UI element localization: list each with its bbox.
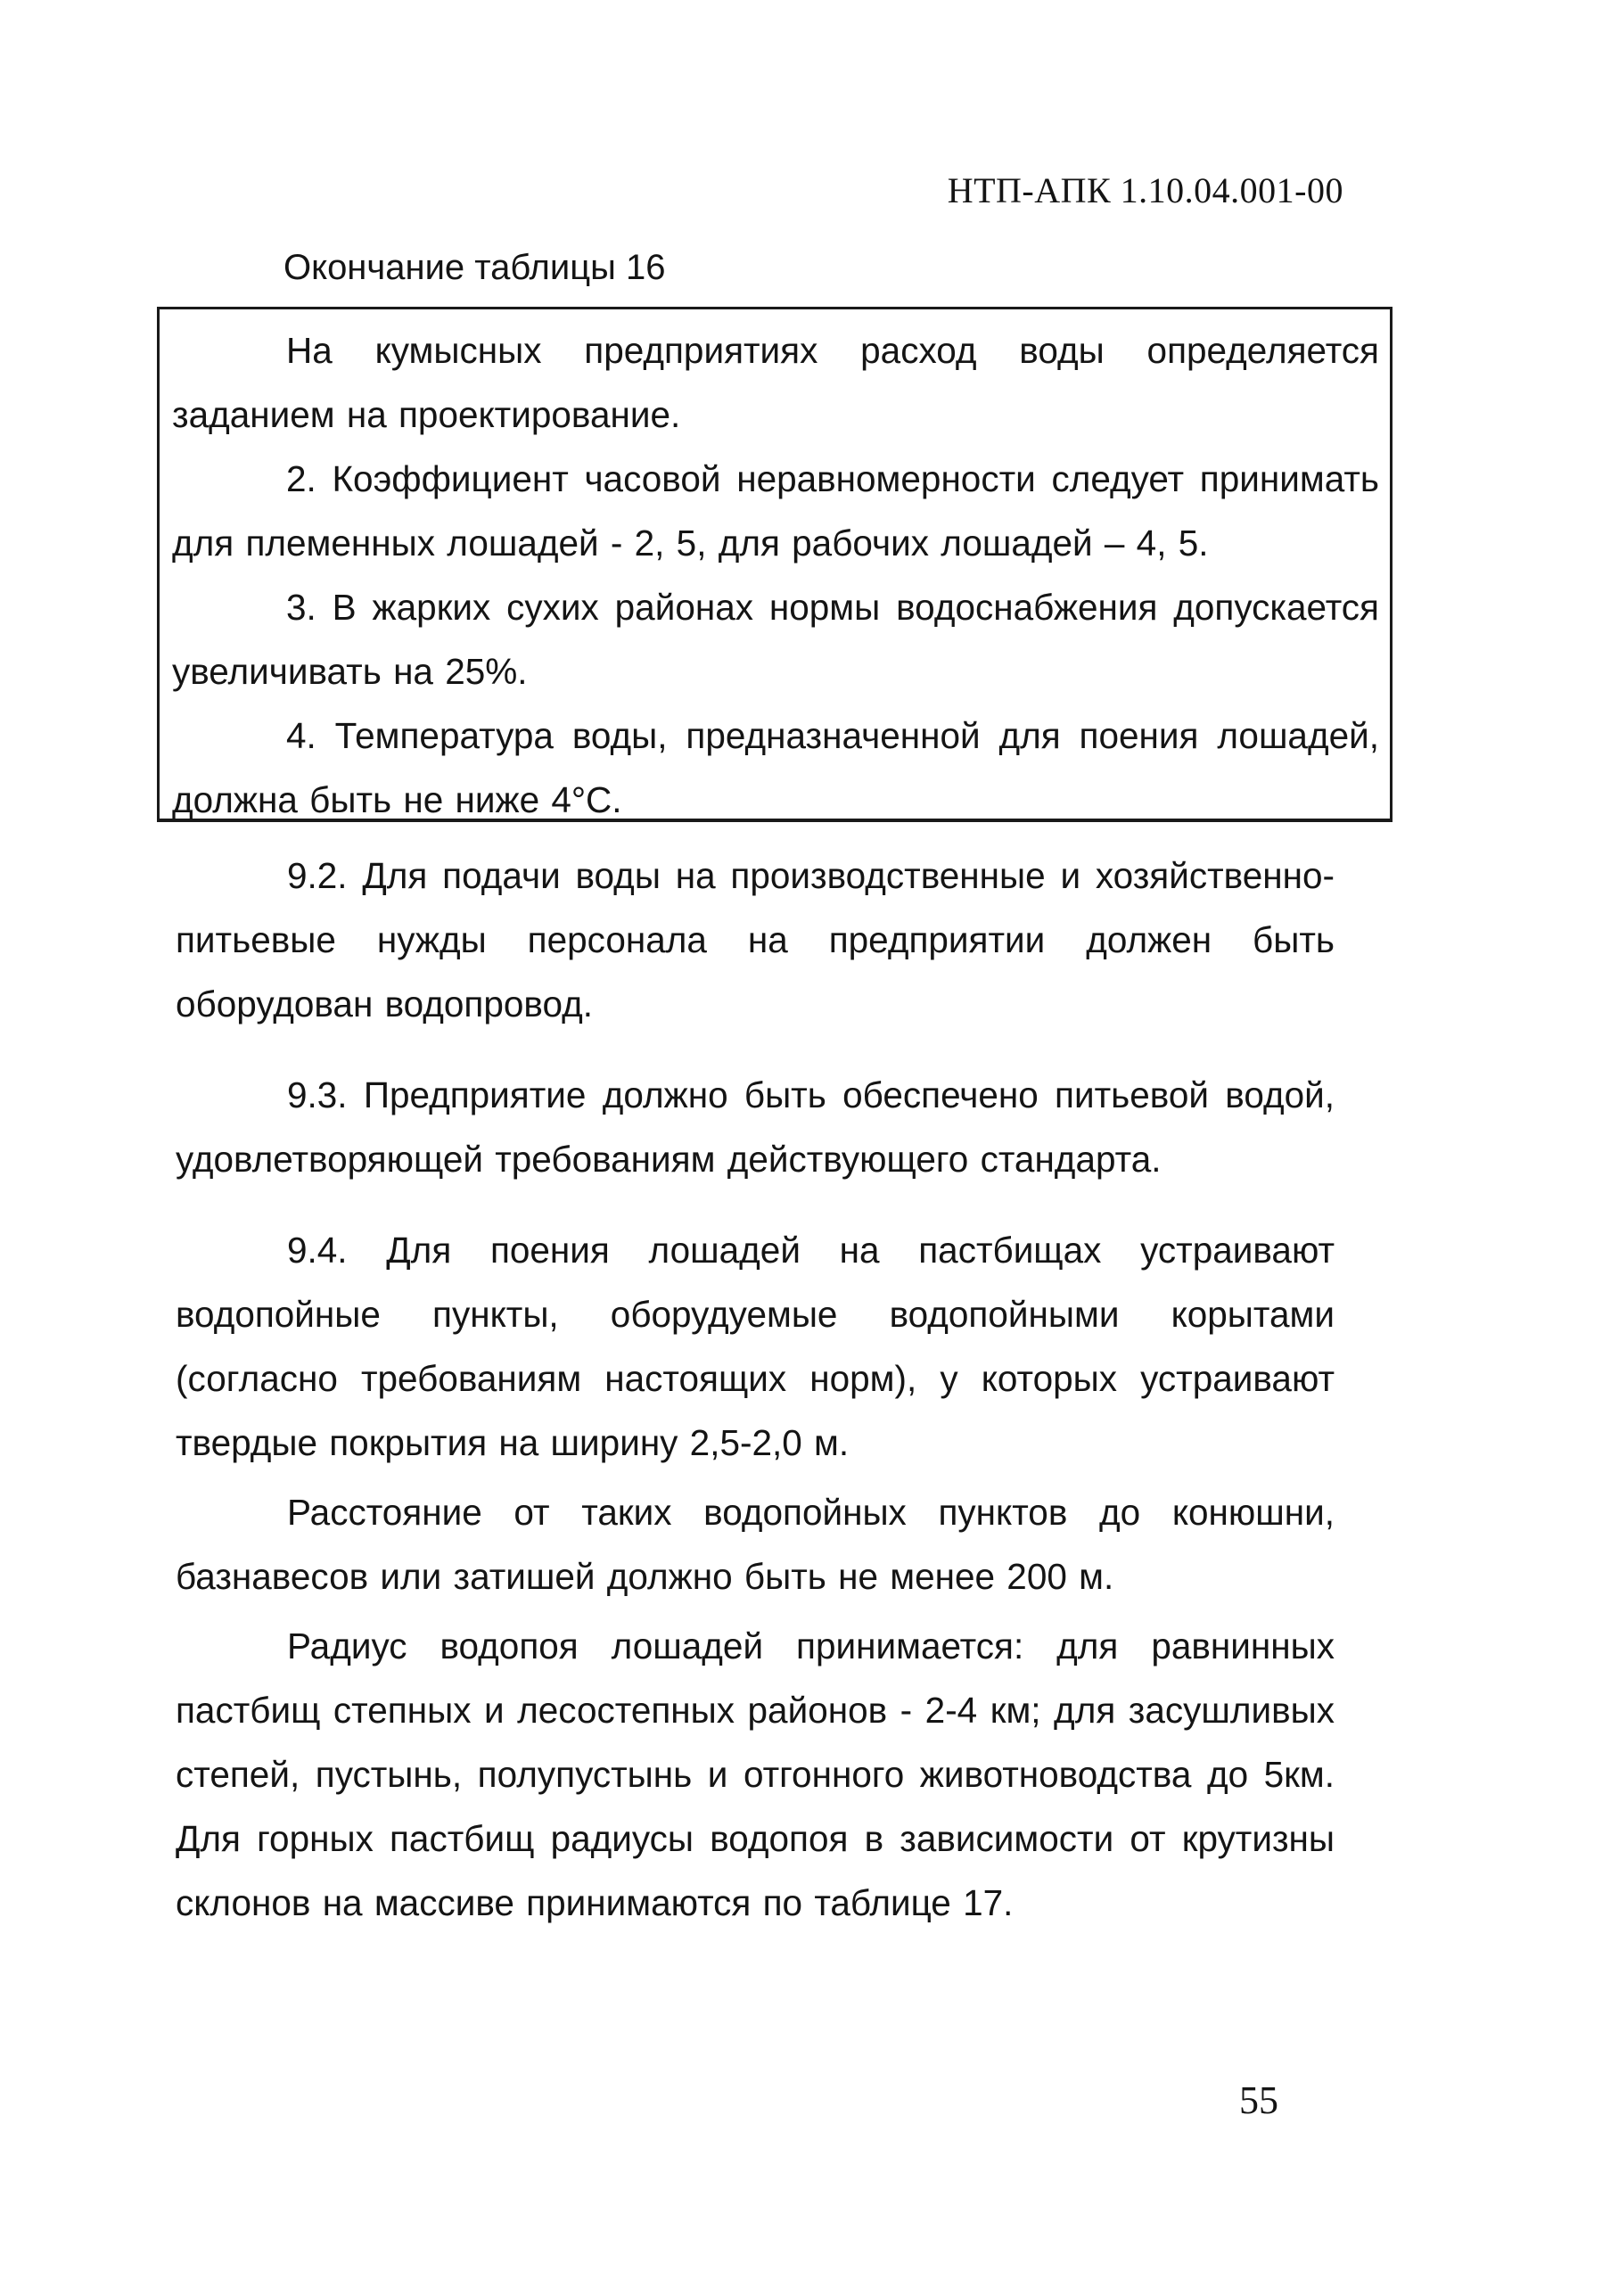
page-number: 55 — [1239, 2078, 1278, 2122]
document-code: НТП-АПК 1.10.04.001-00 — [947, 170, 1343, 210]
paragraph-distance: Расстояние от таких водопойных пунктов до конюшни, базнавесов или затишей должно быть не менее 200 м. — [176, 1492, 1335, 1597]
table-note: 3. В жарких сухих районах нормы водоснабжения допускается увеличивать на 25%. — [172, 587, 1379, 692]
table-note: 4. Температура воды, предназначенной для поения лошадей, должна быть не ниже 4°С. — [172, 715, 1379, 820]
table-note: На кумысных предприятиях расход воды определяется заданием на проектирование. — [172, 330, 1379, 435]
table-caption: Окончание таблицы 16 — [283, 248, 666, 287]
paragraph-9-3: 9.3. Предприятие должно быть обеспечено питьевой водой, удовлетворяющей требованиям действующего стандарта. — [176, 1074, 1335, 1180]
body-text — [176, 844, 1335, 1935]
paragraph-radius: Радиус водопоя лошадей принимается: для равнинных пастбищ степных и лесостепных районов - 2-4 км; для засушливых степей, пустынь, полупустынь и отгонного животноводства до 5км. Для горных пастбищ радиусы водопоя в зависимости от крутизны склонов на массиве принимаются по таблице 17. — [176, 1625, 1335, 1923]
paragraph-9-4: 9.4. Для поения лошадей на пастбищах устраивают водопойные пункты, оборудуемые водопойными корытами (согласно требованиям настоящих норм), у которых устраивают твердые покрытия на ширину 2,5-2,0 м. — [176, 1230, 1335, 1463]
table-note: 2. Коэффициент часовой неравномерности следует принимать для племенных лошадей - 2, 5, для рабочих лошадей – 4, 5. — [172, 458, 1379, 564]
paragraph-9-2: 9.2. Для подачи воды на производственные и хозяйственно-питьевые нужды персонала на предприятии должен быть оборудован водопровод. — [176, 855, 1335, 1025]
table-notes-box — [157, 307, 1393, 822]
